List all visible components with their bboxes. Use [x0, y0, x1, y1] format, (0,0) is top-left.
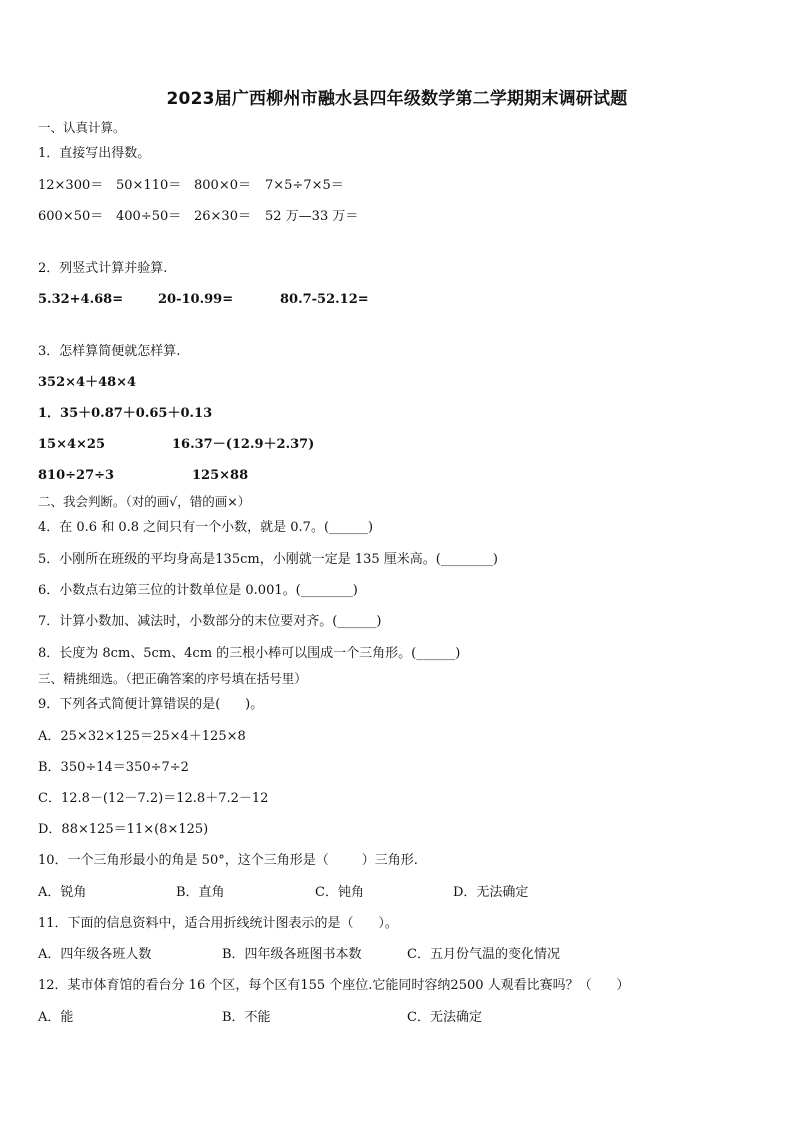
q1-item: 50×110＝	[116, 178, 182, 193]
q1-item: 26×30＝	[194, 209, 251, 224]
q1-item: 12×300＝	[38, 178, 104, 193]
q10-option: C．钝角	[315, 885, 364, 900]
q11-option: A．四年级各班人数	[38, 947, 152, 962]
q1-item: 7×5÷7×5＝	[265, 178, 344, 193]
q12-option: C．无法确定	[407, 1010, 482, 1025]
question-1: 1．直接写出得数。	[38, 146, 151, 161]
q3-item: 16.37－(12.9＋2.37)	[172, 437, 315, 452]
q3-item: 352×4＋48×4	[38, 375, 137, 390]
question-11: 11．下面的信息资料中，适合用折线统计图表示的是（ ）。	[38, 916, 398, 931]
q1-item: 400÷50＝	[116, 209, 182, 224]
judge-question: 4．在 0.6 和 0.8 之间只有一个小数，就是 0.7。(______)	[38, 520, 374, 535]
q3-item: 810÷27÷3	[38, 468, 115, 483]
q12-option: A．能	[38, 1010, 74, 1025]
q3-item: 15×4×25	[38, 437, 106, 452]
question-2: 2．列竖式计算并验算.	[38, 261, 168, 276]
section-heading-3: 三、精挑细选。（把正确答案的序号填在括号里）	[38, 671, 307, 686]
judge-question: 5．小刚所在班级的平均身高是135cm，小刚就一定是 135 厘米高。(________)	[38, 552, 498, 567]
question-10: 10．一个三角形最小的角是 50°，这个三角形是（ ）三角形.	[38, 853, 418, 868]
q12-option: B．不能	[222, 1010, 271, 1025]
q10-option: B．直角	[176, 885, 225, 900]
question-9: 9．下列各式简便计算错误的是( )。	[38, 697, 264, 712]
q1-item: 600×50＝	[38, 209, 104, 224]
q1-item: 52 万—33 万＝	[265, 209, 359, 224]
q3-item: 125×88	[192, 468, 249, 483]
judge-question: 7．计算小数加、减法时，小数部分的末位要对齐。(______)	[38, 614, 382, 629]
q3-item: 1．35＋0.87＋0.65＋0.13	[38, 406, 213, 421]
question-3: 3．怎样算简便就怎样算.	[38, 344, 181, 359]
judge-question: 6．小数点右边第三位的计数单位是 0.001。(________)	[38, 583, 358, 598]
section-heading-1: 一、认真计算。	[38, 120, 126, 135]
q9-option: B．350÷14＝350÷7÷2	[38, 760, 189, 775]
q2-item: 5.32+4.68=	[38, 292, 124, 307]
judge-question: 8．长度为 8cm、5cm、4cm 的三根小棒可以围成一个三角形。(______)	[38, 646, 461, 661]
q1-item: 800×0＝	[194, 178, 251, 193]
page-title: 2023届广西柳州市融水县四年级数学第二学期期末调研试题	[166, 89, 628, 109]
q9-option: D．88×125＝11×(8×125)	[38, 822, 209, 837]
q9-option: A．25×32×125＝25×4＋125×8	[38, 729, 246, 744]
section-heading-2: 二、我会判断。（对的画√，错的画×）	[38, 494, 251, 509]
q11-option: B．四年级各班图书本数	[222, 947, 362, 962]
q2-item: 80.7-52.12=	[280, 292, 369, 307]
q2-item: 20-10.99=	[158, 292, 234, 307]
q10-option: A．锐角	[38, 885, 87, 900]
q11-option: C．五月份气温的变化情况	[407, 947, 560, 962]
question-12: 12．某市体育馆的看台分 16 个区，每个区有155 个座位.它能同时容纳2500 人观看比赛吗？（ ）	[38, 978, 630, 993]
q10-option: D．无法确定	[453, 885, 529, 900]
q9-option: C．12.8－(12－7.2)＝12.8＋7.2－12	[38, 791, 269, 806]
